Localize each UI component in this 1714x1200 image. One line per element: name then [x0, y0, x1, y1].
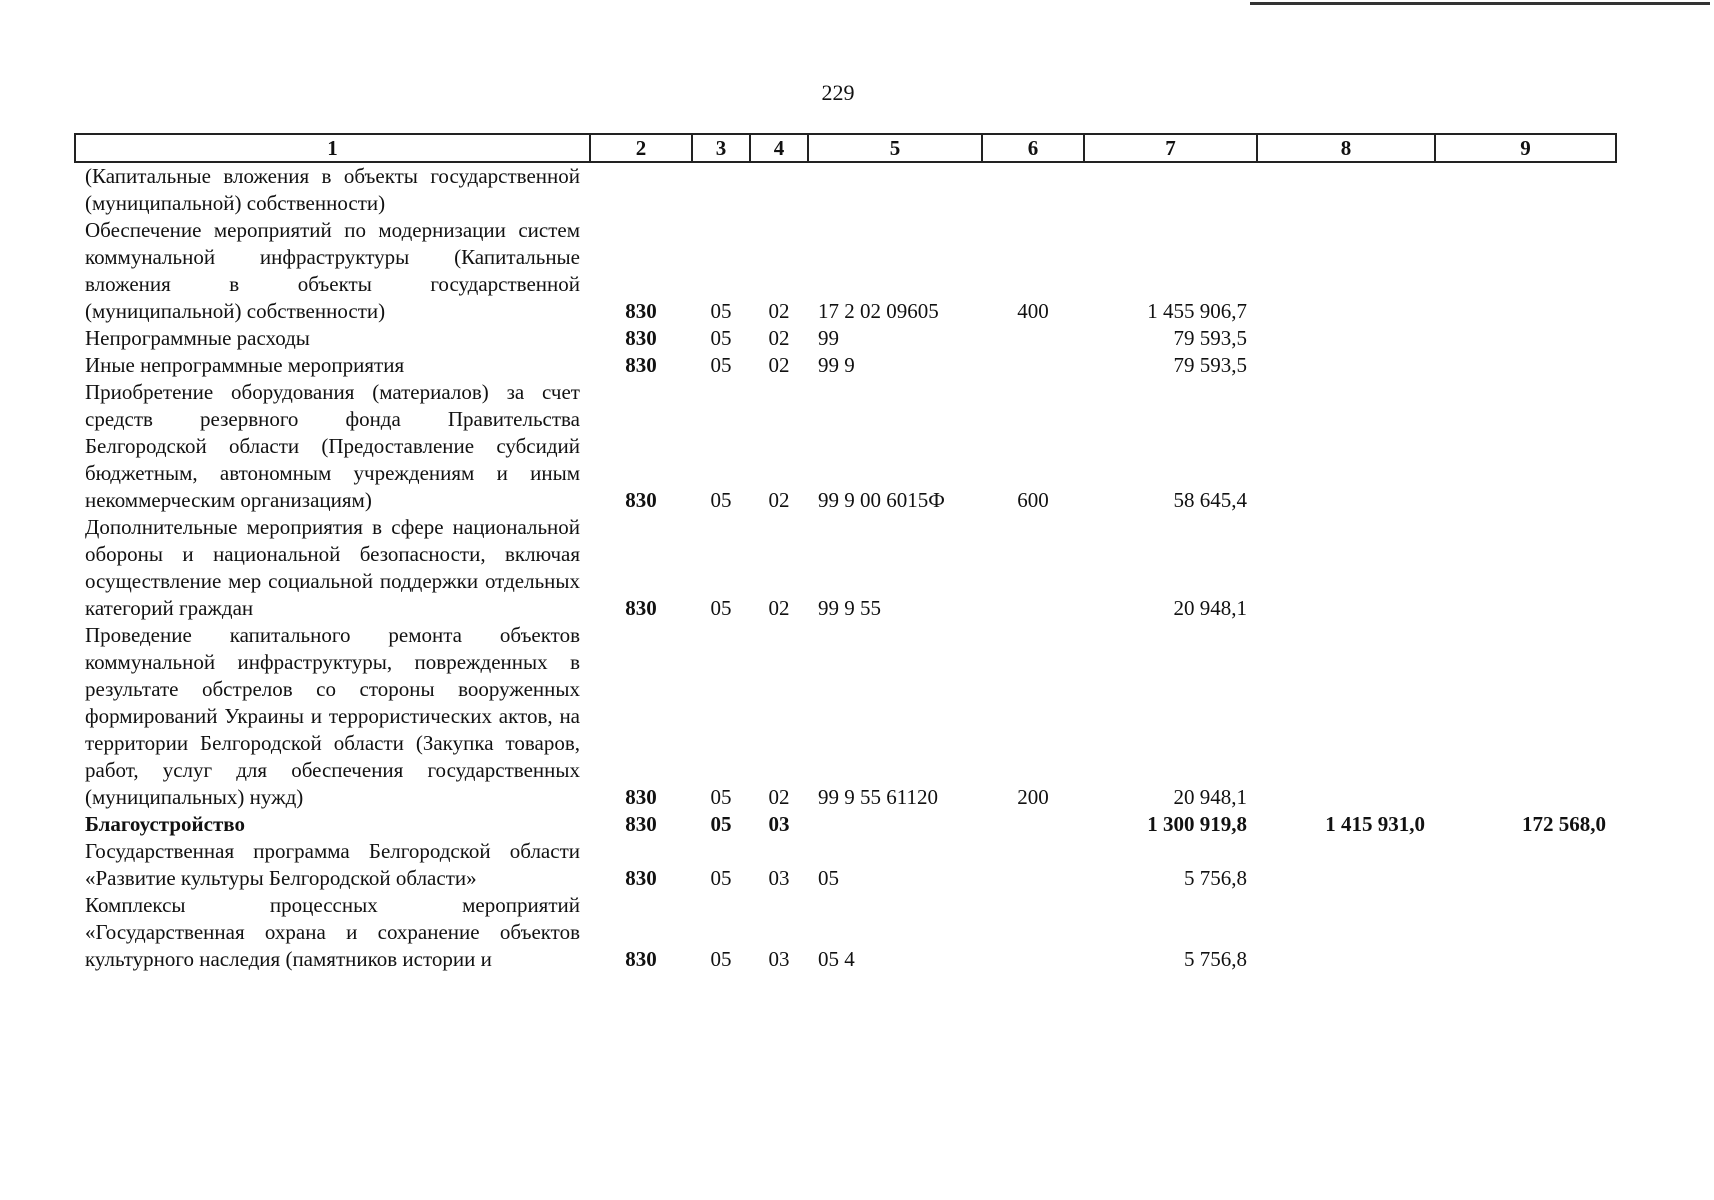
- row-chapter: 830: [625, 947, 657, 971]
- table-row: [75, 514, 1616, 622]
- row-chapter: 830: [625, 326, 657, 350]
- row-name: Проведение капитального ремонта объектов коммунальной инфраструктуры, поврежденных в результате обстрелов со стороны вооруженных формирований Украины и террористических актов, на территории Белгородской области (Закупка товаров, работ, услуг для обеспечения государственных (муниципальных) нужд): [85, 623, 580, 809]
- row-target-article: [808, 162, 982, 217]
- row-amount-year3: [1435, 622, 1616, 811]
- row-amount-year3: [1435, 352, 1616, 379]
- row-target-article: 99: [818, 326, 839, 350]
- row-subsection: 03: [768, 866, 790, 890]
- row-chapter: 830: [625, 353, 657, 377]
- row-section: 05: [710, 866, 732, 890]
- row-chapter: 830: [625, 299, 657, 323]
- row-section: 05: [710, 326, 732, 350]
- row-section: 05: [710, 488, 732, 512]
- row-target-article: 99 9: [818, 353, 855, 377]
- page-number: 229: [821, 80, 855, 105]
- row-amount-year1: 1 455 906,7: [1147, 299, 1247, 323]
- row-amount-year1: 79 593,5: [1173, 326, 1247, 350]
- table-row: [75, 892, 1616, 973]
- header-row: [75, 134, 1616, 162]
- row-amount-year2: 1 415 931,0: [1325, 812, 1425, 836]
- row-name: Приобретение оборудования (материалов) за счет средств резервного фонда Правительства Белгородской области (Предоставление субсидий бюджетным, автономным учреждениям и иным некоммерческим организациям): [85, 380, 580, 512]
- row-name: Комплексы процессных мероприятий «Государственная охрана и сохранение объектов культурного наследия (памятников истории и: [85, 893, 580, 971]
- top-rule: [1250, 2, 1710, 5]
- row-subsection: 02: [768, 326, 790, 350]
- row-chapter: 830: [625, 866, 657, 890]
- row-section: 05: [710, 785, 732, 809]
- row-subsection: 02: [768, 596, 790, 620]
- row-target-article: 05: [818, 866, 839, 890]
- row-name: (Капитальные вложения в объекты государственной (муниципальной) собственности): [85, 164, 580, 215]
- header-col-3: 3: [692, 134, 750, 162]
- table-row: [75, 162, 1616, 217]
- header-col-1: 1: [75, 134, 590, 162]
- header-col-8: 8: [1257, 134, 1435, 162]
- row-section: [692, 162, 750, 217]
- row-amount-year1: [1084, 162, 1257, 217]
- header-col-4: 4: [750, 134, 808, 162]
- row-amount-year2: [1257, 622, 1435, 811]
- row-chapter: [590, 162, 692, 217]
- row-amount-year2: [1257, 838, 1435, 892]
- row-section: 05: [710, 299, 732, 323]
- table-row: [75, 325, 1616, 352]
- row-amount-year3: [1435, 162, 1616, 217]
- row-target-article: 99 9 55: [818, 596, 881, 620]
- row-expense-type: [982, 514, 1084, 622]
- row-name: Благоустройство: [85, 812, 245, 836]
- row-amount-year2: [1257, 379, 1435, 514]
- header-col-2: 2: [590, 134, 692, 162]
- table-row: [75, 352, 1616, 379]
- row-amount-year3: [1435, 514, 1616, 622]
- row-amount-year3: [1435, 892, 1616, 973]
- header-col-7: 7: [1084, 134, 1257, 162]
- row-name: Государственная программа Белгородской области «Развитие культуры Белгородской области»: [85, 839, 580, 890]
- row-chapter: 830: [625, 785, 657, 809]
- row-amount-year3: 172 568,0: [1522, 812, 1606, 836]
- row-amount-year1: 20 948,1: [1173, 596, 1247, 620]
- table-row: [75, 379, 1616, 514]
- row-amount-year1: 1 300 919,8: [1147, 812, 1247, 836]
- row-amount-year2: [1257, 162, 1435, 217]
- row-subsection: 02: [768, 299, 790, 323]
- row-amount-year3: [1435, 217, 1616, 325]
- table-row: [75, 217, 1616, 325]
- row-chapter: 830: [625, 812, 657, 836]
- row-subsection: 02: [768, 488, 790, 512]
- row-amount-year2: [1257, 352, 1435, 379]
- row-expense-type: [982, 162, 1084, 217]
- row-amount-year2: [1257, 514, 1435, 622]
- row-section: 05: [710, 353, 732, 377]
- row-chapter: 830: [625, 596, 657, 620]
- row-amount-year3: [1435, 379, 1616, 514]
- row-target-article: 05 4: [818, 947, 855, 971]
- row-section: 05: [710, 596, 732, 620]
- row-expense-type: 600: [1017, 488, 1049, 512]
- row-target-article: 99 9 55 61120: [818, 785, 938, 809]
- row-amount-year1: 79 593,5: [1173, 353, 1247, 377]
- row-subsection: 03: [768, 947, 790, 971]
- row-subsection: 03: [768, 812, 790, 836]
- row-name: Дополнительные мероприятия в сфере национальной обороны и национальной безопасности, включая осуществление мер социальной поддержки отдельных категорий граждан: [85, 515, 580, 620]
- header-col-6: 6: [982, 134, 1084, 162]
- table-row: [75, 811, 1616, 838]
- row-target-article: 17 2 02 09605: [818, 299, 939, 323]
- row-section: 05: [710, 812, 732, 836]
- row-amount-year1: 58 645,4: [1173, 488, 1247, 512]
- row-amount-year1: 5 756,8: [1184, 947, 1247, 971]
- row-expense-type: 200: [1017, 785, 1049, 809]
- row-target-article: 99 9 00 6015Ф: [818, 488, 945, 512]
- row-expense-type: 400: [1017, 299, 1049, 323]
- row-amount-year3: [1435, 325, 1616, 352]
- row-expense-type: [982, 811, 1084, 838]
- row-subsection: [750, 162, 808, 217]
- row-expense-type: [982, 838, 1084, 892]
- row-name: Непрограммные расходы: [85, 326, 310, 350]
- budget-table: [74, 133, 1617, 973]
- row-subsection: 02: [768, 353, 790, 377]
- row-subsection: 02: [768, 785, 790, 809]
- row-amount-year2: [1257, 892, 1435, 973]
- header-col-5: 5: [808, 134, 982, 162]
- row-amount-year1: 20 948,1: [1173, 785, 1247, 809]
- row-amount-year2: [1257, 325, 1435, 352]
- row-name: Обеспечение мероприятий по модернизации систем коммунальной инфраструктуры (Капитальные вложения в объекты государственной (муниципальной) собственности): [85, 218, 580, 323]
- row-expense-type: [982, 892, 1084, 973]
- row-amount-year3: [1435, 838, 1616, 892]
- row-name: Иные непрограммные мероприятия: [85, 353, 405, 377]
- header-col-9: 9: [1435, 134, 1616, 162]
- row-amount-year1: 5 756,8: [1184, 866, 1247, 890]
- row-expense-type: [982, 325, 1084, 352]
- table-row: [75, 622, 1616, 811]
- table-row: [75, 838, 1616, 892]
- row-amount-year2: [1257, 217, 1435, 325]
- row-section: 05: [710, 947, 732, 971]
- row-target-article: [808, 811, 982, 838]
- row-chapter: 830: [625, 488, 657, 512]
- row-expense-type: [982, 352, 1084, 379]
